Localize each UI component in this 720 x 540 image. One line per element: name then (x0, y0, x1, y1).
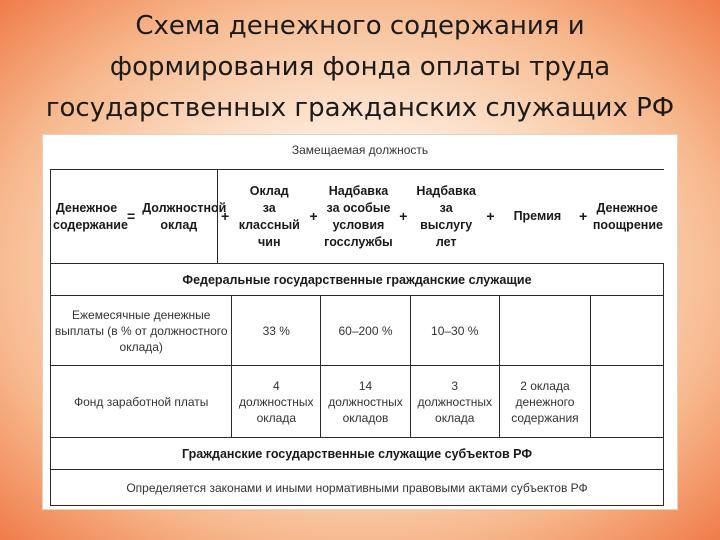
table-caption: Замещаемая должность (291, 143, 429, 157)
header-monetary-allowance: Денежное содержание (51, 170, 123, 264)
header-seniority-bonus: Надбавка за выслугу лет (410, 170, 482, 264)
header-official-salary: Должностной оклад (140, 170, 218, 264)
equals-sign: = (122, 170, 140, 264)
monthly-payments-label: Ежемесячные денежные выплаты (в % от должностного оклада) (51, 296, 232, 366)
header-premium: Премия (499, 170, 576, 264)
fund-premium-value: 2 оклада денежного содержания (499, 366, 591, 438)
regional-note: Определяется законами и иными нормативными правовыми актами субъектов РФ (51, 470, 664, 506)
section-federal-label: Федеральные государственные гражданские служащие (51, 264, 664, 296)
plus-sign: + (482, 170, 499, 264)
monthly-class-rank-value: 33 % (232, 296, 321, 366)
fund-incentive-empty (591, 366, 664, 438)
salary-fund-row (51, 366, 664, 438)
salary-scheme-panel (42, 134, 678, 510)
monthly-premium-empty (499, 296, 591, 366)
regional-note-row (51, 470, 664, 506)
plus-sign: + (307, 170, 321, 264)
section-regional-label: Гражданские государственные служащие субъектов РФ (51, 438, 664, 470)
header-monetary-incentive: Денежное поощрение (591, 170, 664, 264)
title-line-3: государственных гражданских служащих РФ (45, 93, 675, 123)
fund-seniority-value: 3 должностных оклада (410, 366, 499, 438)
header-row (51, 170, 664, 264)
monthly-incentive-empty (591, 296, 664, 366)
monthly-seniority-value: 10–30 % (410, 296, 499, 366)
salary-scheme-table (50, 169, 664, 506)
slide-title (0, 6, 720, 129)
plus-sign: + (576, 170, 591, 264)
fund-class-rank-value: 4 должностных оклада (232, 366, 321, 438)
header-special-conditions-bonus: Надбавка за особые условия госслужбы (321, 170, 397, 264)
plus-sign: + (396, 170, 410, 264)
fund-special-conditions-value: 14 должностных окладов (321, 366, 411, 438)
section-row-federal (51, 264, 664, 296)
header-class-rank-salary: Оклад за классный чин (232, 170, 307, 264)
monthly-payments-row (51, 296, 664, 366)
title-line-1: Схема денежного содержания и (135, 11, 585, 41)
plus-sign: + (218, 170, 232, 264)
salary-fund-label: Фонд заработной платы (51, 366, 232, 438)
title-line-2: формирования фонда оплаты труда (109, 52, 611, 82)
section-row-regional (51, 438, 664, 470)
monthly-special-conditions-value: 60–200 % (321, 296, 411, 366)
